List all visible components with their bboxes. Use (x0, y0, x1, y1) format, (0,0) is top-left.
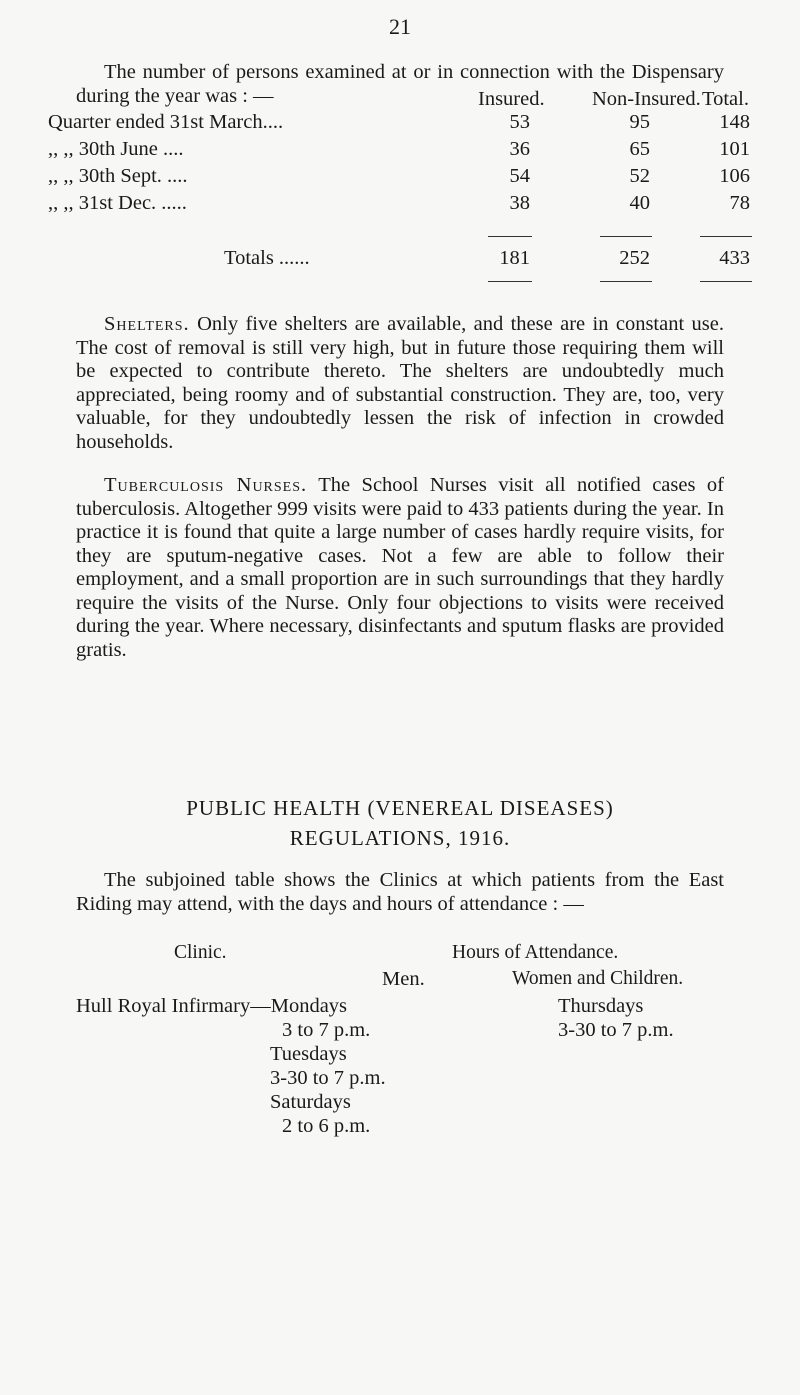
row-label: ,, ,, 30th Sept. .... (48, 165, 188, 187)
total-value: 78 (729, 192, 750, 214)
clinic-name: Hull Royal Infirmary—Mondays (76, 995, 348, 1017)
row-label: ,, ,, 30th June .... (48, 138, 184, 160)
totals-insured: 181 (499, 247, 530, 269)
rule-non-insured-bottom (600, 281, 652, 282)
rule-insured-top (488, 236, 532, 237)
total-value: 106 (719, 165, 750, 187)
rule-insured-bottom (488, 281, 532, 282)
insured-value: 54 (509, 165, 530, 187)
men-hours-line: 2 to 6 p.m. (282, 1115, 371, 1137)
insured-value: 36 (509, 138, 530, 160)
header-non-insured: Non-Insured. (592, 88, 701, 110)
total-value: 148 (719, 111, 750, 133)
col-men-header: Men. (382, 968, 425, 990)
col-women-header: Women and Children. (512, 968, 684, 989)
tb-nurses-title: Tuberculosis Nurses. (104, 474, 308, 496)
insured-value: 53 (509, 111, 530, 133)
page-number: 21 (389, 14, 411, 39)
non-insured-value: 95 (629, 111, 650, 133)
header-total: Total. (702, 88, 749, 110)
shelters-paragraph (76, 313, 724, 454)
totals-non-insured: 252 (619, 247, 650, 269)
rule-non-insured-top (600, 236, 652, 237)
totals-label: Totals ...... (224, 247, 310, 269)
men-hours-line: 3-30 to 7 p.m. (270, 1067, 386, 1089)
men-day-line: Tuesdays (270, 1043, 347, 1065)
col-hours-header: Hours of Attendance. (452, 942, 619, 963)
shelters-text: Only five shelters are available, and these are in constant use. The cost of removal is still very high, but in future those requiring them will be expected to contribute thereto. The shelters are undoubtedly much appreciated, being roomy and of substantial construction. They are, too, very valuable, for they undoubtedly lessen the risk of infection in crowded households. (76, 313, 724, 453)
intro-paragraph: The number of persons examined at or in connection with the Dispensary during the year was : — (76, 61, 724, 107)
non-insured-value: 40 (629, 192, 650, 214)
col-clinic-header: Clinic. (174, 942, 227, 963)
shelters-title: Shelters. (104, 313, 190, 335)
exam-table (0, 88, 800, 311)
non-insured-value: 65 (629, 138, 650, 160)
women-day-line: Thursdays (558, 995, 644, 1017)
regulations-heading-line2: REGULATIONS, 1916. (289, 826, 511, 850)
regulations-paragraph: The subjoined table shows the Clinics at which patients from the East Riding may attend, with the days and hours of attendance : — (76, 869, 724, 915)
rule-total-bottom (700, 281, 752, 282)
row-label: ,, ,, 31st Dec. ..... (48, 192, 187, 214)
men-hours-line: 3 to 7 p.m. (282, 1019, 371, 1041)
men-day-line: Saturdays (270, 1091, 351, 1113)
tb-nurses-paragraph (76, 474, 724, 662)
row-label: Quarter ended 31st March.... (48, 111, 284, 133)
totals-total: 433 (719, 247, 750, 269)
header-insured: Insured. (478, 88, 545, 110)
insured-value: 38 (509, 192, 530, 214)
non-insured-value: 52 (629, 165, 650, 187)
women-hours-line: 3-30 to 7 p.m. (558, 1019, 674, 1041)
rule-total-top (700, 236, 752, 237)
regulations-heading-line1: PUBLIC HEALTH (VENEREAL DISEASES) (186, 796, 614, 820)
tb-nurses-text: The School Nurses visit all notified cases of tuberculosis. Altogether 999 visits were paid to 433 patients during the year. In practice it is found that quite a large number of cases hardly require visits, for they are sputum-negative cases. Not a few are able to follow their employment, and a small proportion are in such surroundings that they hardly require the visits of the Nurse. Only four objections to visits were received during the year. Where necessary, disinfectants and sputum flasks are provided gratis. (76, 474, 724, 661)
total-value: 101 (719, 138, 750, 160)
